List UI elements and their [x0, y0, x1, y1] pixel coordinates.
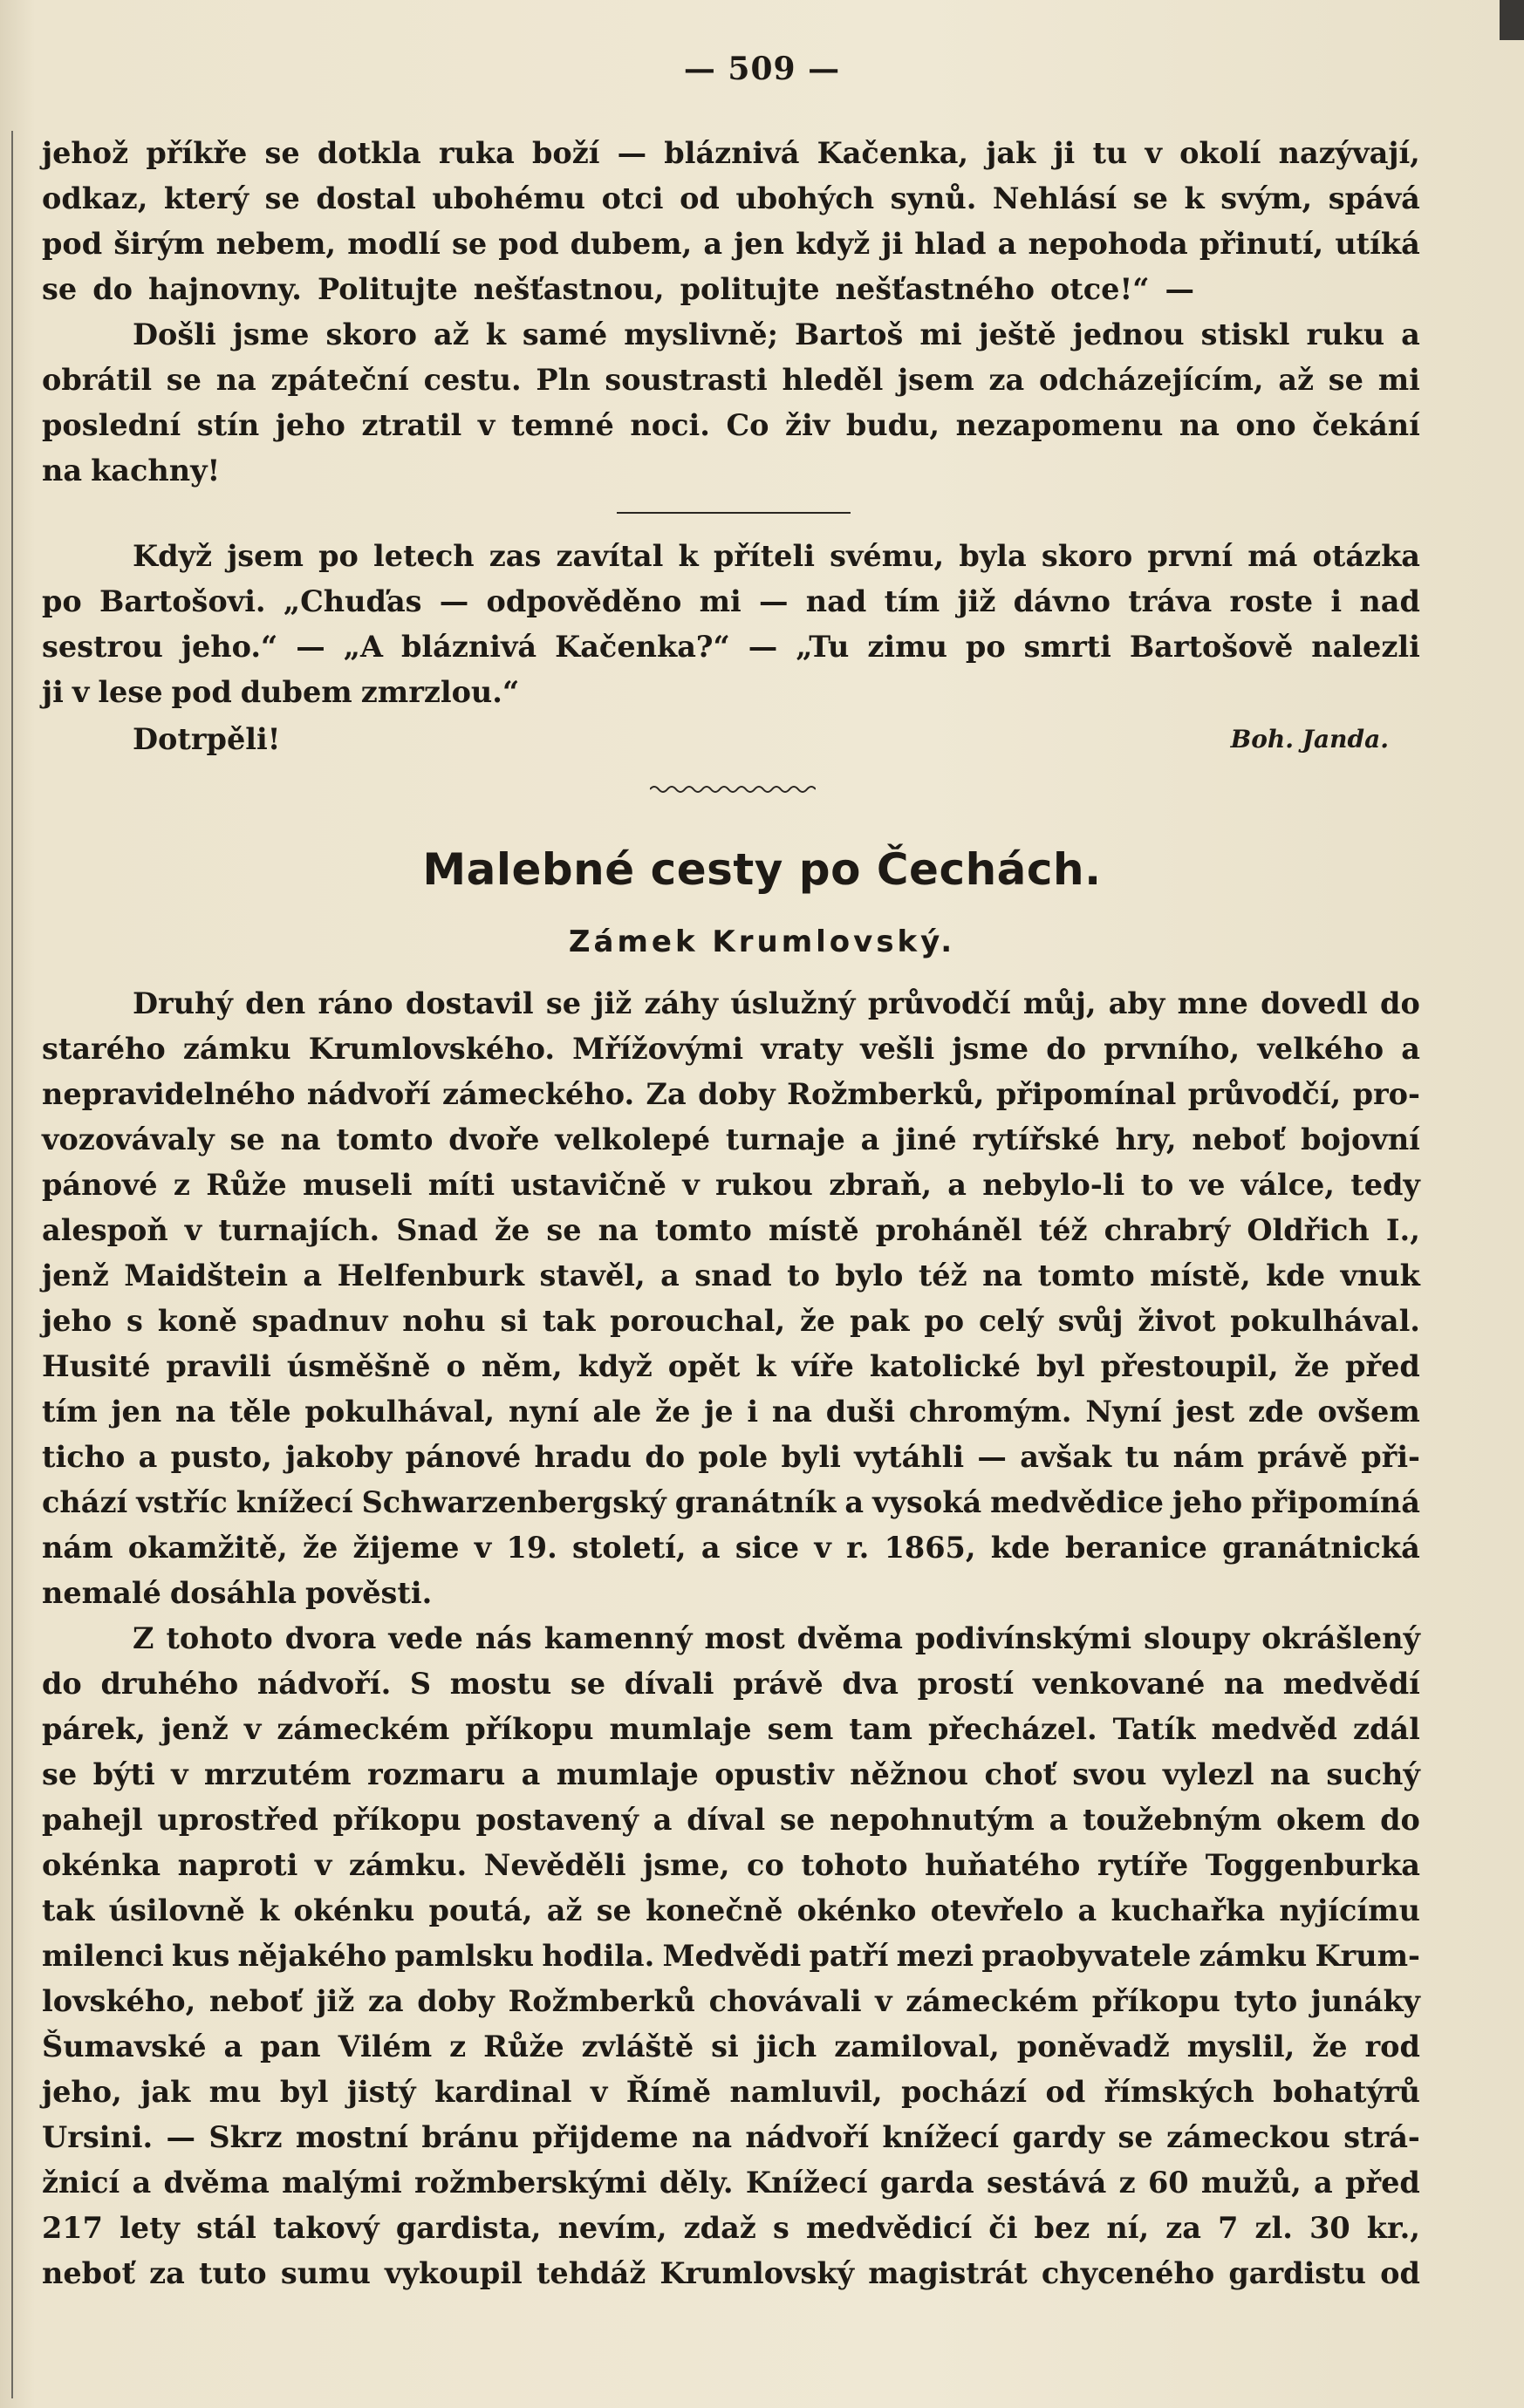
text-line: pánové z Růže museli míti ustavičně v rukou zbraň, a nebylo-li to ve válce, tedy: [42, 1168, 1420, 1202]
author-signature: Boh. Janda.: [1230, 725, 1389, 754]
corner-mark: [1500, 0, 1524, 40]
text-line: párek, jenž v zámeckém příkopu mumlaje sem tam přecházel. Tatík medvěd zdál: [42, 1712, 1420, 1746]
text-line: sestrou jeho.“ — „A bláznivá Kačenka?“ — „Tu zimu po smrti Bartošově nalezli: [42, 630, 1420, 664]
text-line: se býti v mrzutém rozmaru a mumlaje opustiv něžnou choť svou vylezl na suchý: [42, 1757, 1420, 1791]
text-line: tak úsilovně k okénku poutá, až se konečně okénko otevřelo a kuchařka nyjícímu: [42, 1893, 1420, 1927]
text-line: alespoň v turnajích. Snad že se na tomto místě proháněl též chrabrý Oldřich I.,: [42, 1213, 1420, 1247]
closing-sentence: Dotrpěli!: [133, 722, 281, 756]
text-line: po Bartošovi. „Chuďas — odpověděno mi — nad tím již dávno tráva roste i nad: [42, 584, 1420, 618]
text-line: starého zámku Krumlovského. Mřížovými vraty vešli jsme do prvního, velkého a: [42, 1032, 1420, 1066]
text-line: neboť za tuto sumu vykoupil tehdáž Krumlovský magistrát chyceného gardistu od: [42, 2256, 1420, 2290]
text-line: Šumavské a pan Vilém z Růže zvláště si jich zamiloval, poněvadž myslil, že rod: [42, 2029, 1420, 2064]
text-line: Husité pravili úsměšně o něm, když opět k víře katolické byl přestoupil, že před: [42, 1349, 1420, 1383]
text-line: obrátil se na zpáteční cestu. Pln soustrasti hleděl jsem za odcházejícím, až se mi: [42, 363, 1420, 397]
text-line: nám okamžitě, že žijeme v 19. století, a sice v r. 1865, kde beranice granátnická: [42, 1531, 1420, 1565]
epilogue-paragraph: [42, 534, 1420, 715]
text-line: odkaz, který se dostal ubohému otci od ubohých synů. Nehlásí se k svým, spává: [42, 181, 1420, 215]
text-line: poslední stín jeho ztratil v temné noci. Co živ budu, nezapomenu na ono čekání: [42, 408, 1420, 442]
text-line: Ursini. — Skrz mostní bránu přijdeme na nádvoří knížecí gardy se zámeckou strá-: [42, 2120, 1420, 2154]
text-line: jehož příkře se dotkla ruka boží — bláznivá Kačenka, jak ji tu v okolí nazývají,: [42, 136, 1420, 170]
section-separator: [617, 512, 851, 514]
text-line: pahejl uprostřed příkopu postavený a díval se nepohnutým a toužebným okem do: [42, 1803, 1420, 1837]
text-line: nepravidelného nádvoří zámeckého. Za doby Rožmberků, připomínal průvodčí, pro-: [42, 1077, 1420, 1111]
text-line: Došli jsme skoro až k samé myslivně; Bartoš mi ještě jednou stiskl ruku a: [133, 317, 1420, 351]
text-line: jeho s koně spadnuv nohu si tak porouchal, že pak po celý svůj život pokulhával.: [42, 1304, 1420, 1338]
text-line: jenž Maidštein a Helfenburk stavěl, a snad to bylo též na tomto místě, kde vnuk: [42, 1259, 1420, 1293]
text-line: 217 lety stál takový gardista, nevím, zdaž s medvědicí či bez ní, za 7 zl. 30 kr.,: [42, 2211, 1420, 2245]
article-subtitle: Zámek Krumlovský.: [568, 924, 956, 959]
text-line: okénka naproti v zámku. Nevěděli jsme, co tohoto huňatého rytíře Toggenburka: [42, 1848, 1420, 1882]
text-line: nemalé dosáhla pověsti.: [42, 1576, 433, 1610]
text-line: do druhého nádvoří. S mostu se dívali právě dva prostí venkované na medvědí: [42, 1667, 1420, 1701]
article-title: Malebné cesty po Čechách.: [422, 844, 1102, 895]
page-number: — 509 —: [683, 51, 841, 87]
text-line: tím jen na těle pokulhával, nyní ale že je i na duši chromým. Nyní jest zde ovšem: [42, 1395, 1420, 1429]
text-line: chází vstříc knížecí Schwarzenbergský granátník a vysoká medvědice jeho připomíná: [42, 1485, 1420, 1519]
wavy-divider: [650, 783, 816, 795]
text-line: žnicí a dvěma malými rožmberskými děly. Knížecí garda sestává z 60 mužů, a před: [42, 2166, 1420, 2200]
signature-line: [42, 717, 1420, 762]
text-line: lovského, neboť již za doby Rožmberků chovávali v zámeckém příkopu tyto junáky: [42, 1984, 1420, 2018]
text-line: se do hajnovny. Politujte nešťastnou, politujte nešťastného otce!“ —: [42, 272, 1194, 306]
article-paragraph-1: [42, 981, 1420, 1616]
text-line: jeho, jak mu byl jistý kardinal v Římě namluvil, pochází od římských bohatýrů: [42, 2075, 1420, 2109]
text-line: milenci kus nějakého pamlsku hodila. Medvědi patří mezi praobyvatele zámku Krum-: [42, 1939, 1420, 1973]
article-paragraph-2: [42, 1616, 1420, 2296]
text-line: Z tohoto dvora vede nás kamenný most dvěma podivínskými sloupy okrášlený: [133, 1621, 1420, 1655]
text-line: Když jsem po letech zas zavítal k příteli svému, byla skoro první má otázka: [133, 539, 1420, 573]
text-line: pod širým nebem, modlí se pod dubem, a jen když ji hlad a nepohoda přinutí, utíká: [42, 227, 1420, 261]
story-ending-paragraph: [42, 131, 1420, 494]
text-line: ji v lese pod dubem zmrzlou.“: [42, 675, 520, 709]
text-line: vozovávaly se na tomto dvoře velkolepé turnaje a jiné rytířské hry, neboť bojovní: [42, 1122, 1420, 1156]
text-line: na kachny!: [42, 454, 221, 488]
binding-edge: [11, 131, 13, 2398]
text-line: Druhý den ráno dostavil se již záhy úslužný průvodčí můj, aby mne dovedl do: [133, 986, 1420, 1020]
text-line: ticho a pusto, jakoby pánové hradu do pole byli vytáhli — avšak tu nám právě při-: [42, 1440, 1420, 1474]
